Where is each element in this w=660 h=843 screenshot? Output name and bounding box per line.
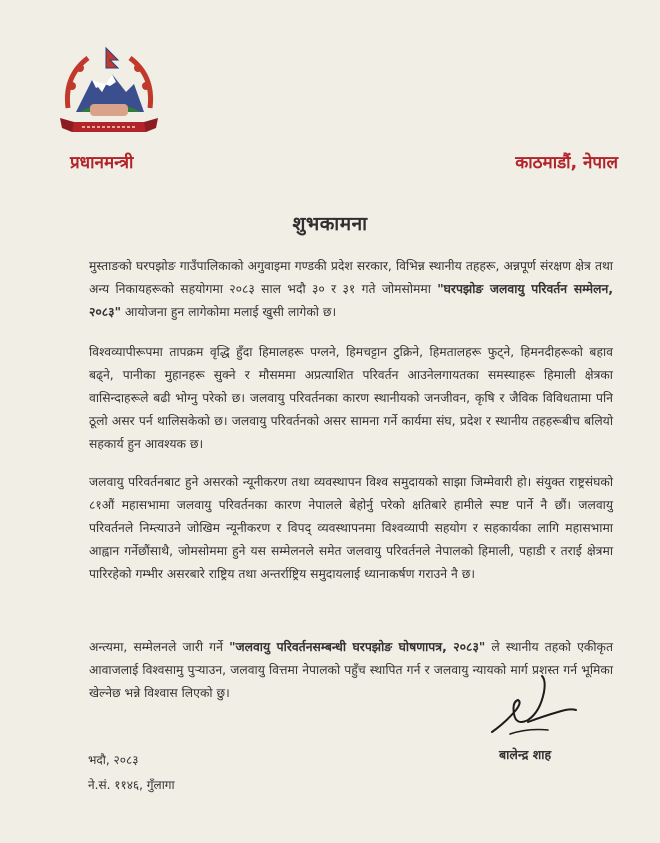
- nepal-emblem-icon: [60, 46, 158, 140]
- paragraph-2: विश्वव्यापीरूपमा तापक्रम वृद्धि हुँदा हिमालहरू पग्लने, हिमचट्टान टुक्रिने, हिमतालहरू फुट्ने, हिमनदीहरूको बहाव बढ्ने, पानीका मुहानहरू सुक्ने र मौसममा अप्रत्याशित परिवर्तन आउनेलगायतका समस्याहरू हिमाली क्षेत्रका वासिन्दाहरूले बढी भोग्नु परेको छ। जलवायु परिवर्तनका कारण स्थानीयको जनजीवन, कृषि र जैविक विविधतामा पनि ठूलो असर पर्न थालिसकेको छ। जलवायु परिवर्तनको असर सामना गर्ने कार्यमा संघ, प्रदेश र स्थानीय तहहरूबीच बलियो सहकार्य हुन आवश्यक छ।: [89, 345, 613, 451]
- date-label: भदौ, २०८३: [88, 753, 139, 767]
- page-title: शुभकामना: [292, 213, 368, 235]
- paragraph-1-text-a: मुस्ताङको घरपझोङ गाउँपालिकाको अगुवाइमा गण्डकी प्रदेश सरकार, विभिन्न स्थानीय तहहरू, अन्नपूर्ण संरक्षण क्षेत्र तथा अन्य निकायहरूको सहयोगमा २०८३ साल भदौ ३० र ३१ गते जोमसोममा: [89, 259, 613, 296]
- paragraph-4-text-b: ले स्थानीय तहको एकीकृत आवाजलाई विश्वसामु पुर्‍याउन, जलवायु वित्तमा नेपालको पहुँच स्थापित गर्न र जलवायु न्यायको मार्ग प्रशस्त गर्न भूमिका खेल्नेछ भन्ने विश्वास लिएको छु।: [89, 640, 613, 700]
- paragraph-1-text-b: आयोजना हुन लागेकोमा मलाई खुसी लागेको छ।: [120, 305, 337, 319]
- signature-icon: [488, 672, 580, 740]
- location-label: काठमाडौं, नेपाल: [515, 153, 618, 173]
- paragraph-1: [89, 255, 613, 324]
- declaration-name: "जलवायु परिवर्तनसम्बन्धी घरपझोङ घोषणापत्र, २०८३": [229, 640, 486, 654]
- signatory-name: बालेन्द्र शाह: [499, 747, 552, 762]
- conference-name: "घरपझोङ जलवायु परिवर्तन सम्मेलन, २०८३": [89, 282, 613, 319]
- paragraph-3: जलवायु परिवर्तनबाट हुने असरको न्यूनीकरण तथा व्यवस्थापन विश्व समुदायको साझा जिम्मेवारी हो। संयुक्त राष्ट्रसंघको ८१औं महासभामा जलवायु परिवर्तनका कारण नेपालले बेहोर्नु परेको क्षतिबारे हामीले स्पष्ट पार्ने नै छौं। जलवायु परिवर्तनले निम्त्याउने जोखिम न्यूनीकरण र विपद् व्यवस्थापनमा विश्वव्यापी सहयोग र सहकार्यका लागि महासभामा आह्वान गर्नेछौंसाथै, जोमसोममा हुने यस सम्मेलनले समेत जलवायु परिवर्तनले नेपालको हिमाली, पहाडी र तराई क्षेत्रमा पारिरहेको गम्भीर असरबारे राष्ट्रिय तथा अन्तर्राष्ट्रिय समुदायलाई ध्यानाकर्षण गराउने नै छ।: [89, 475, 613, 581]
- paragraph-4-text-a: अन्त्यमा, सम्मेलनले जारी गर्ने: [89, 640, 230, 654]
- nepal-sambat-date-label: ने.सं. ११४६, गुँलागा: [88, 778, 175, 792]
- office-title: प्रधानमन्त्री: [70, 153, 134, 173]
